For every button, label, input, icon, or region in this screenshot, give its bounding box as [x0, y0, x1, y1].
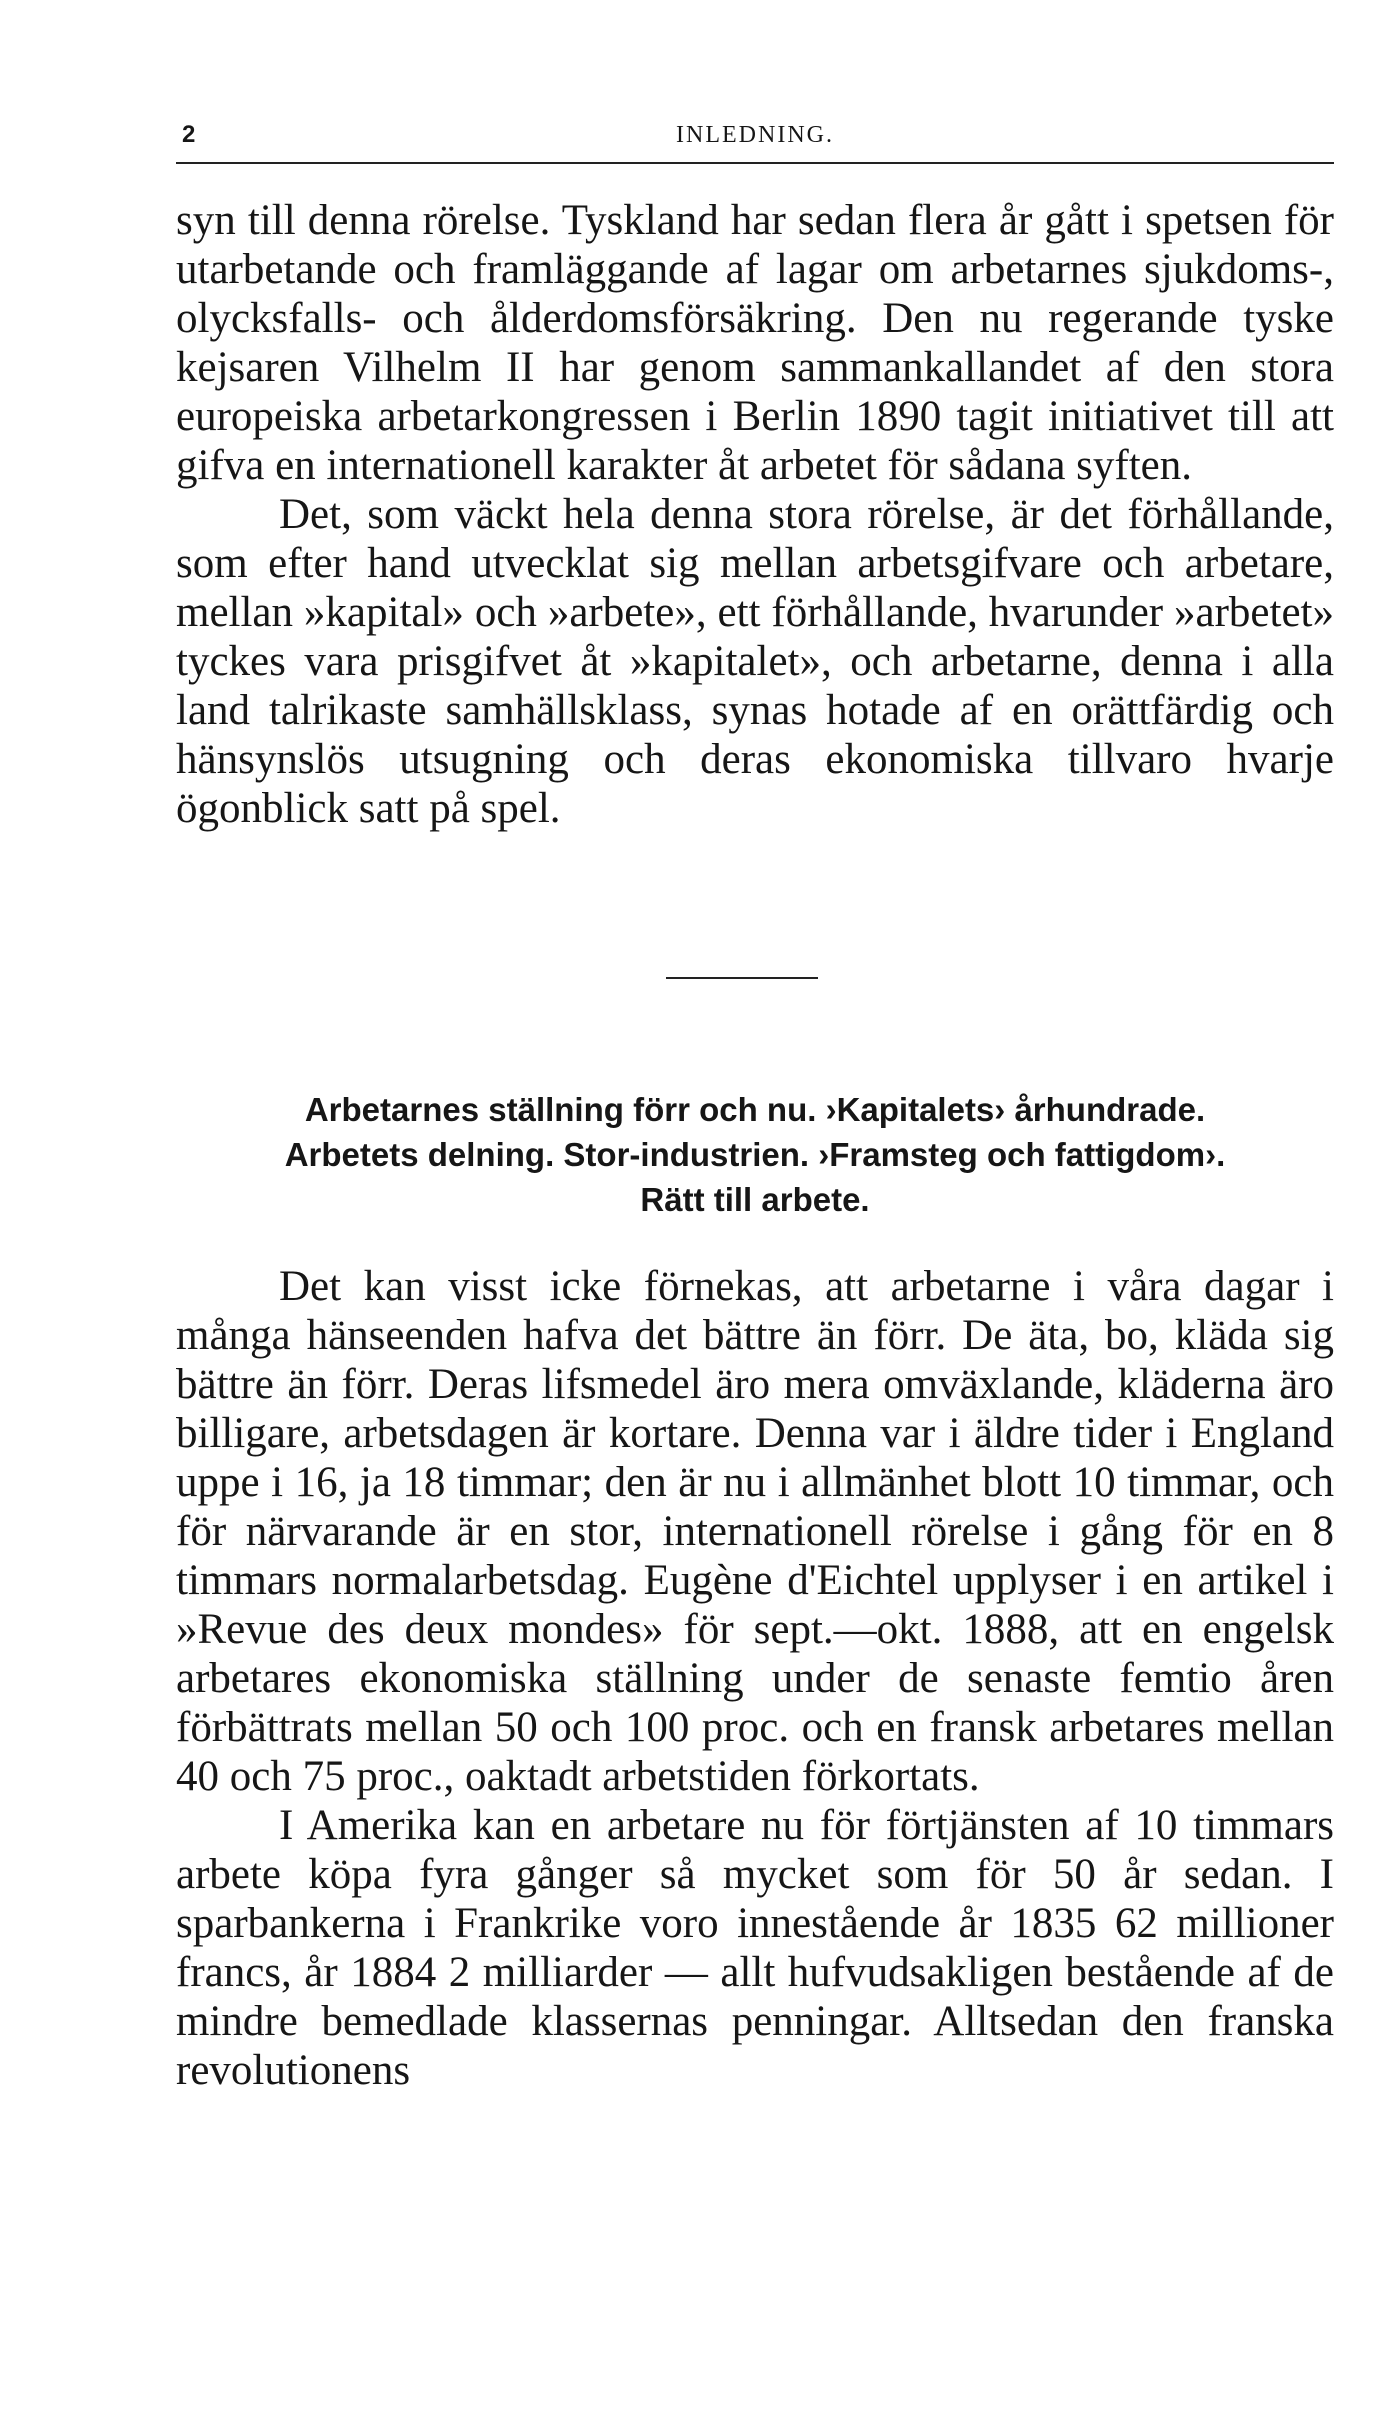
text-block-bottom — [176, 1262, 1334, 2095]
header-rule — [176, 162, 1334, 164]
running-title: INLEDNING. — [676, 122, 834, 148]
section-heading — [176, 1087, 1334, 1222]
section-divider — [666, 977, 818, 979]
section-heading-line: Rätt till arbete. — [640, 1181, 870, 1218]
running-head — [176, 118, 1334, 154]
paragraph: Det kan visst icke förnekas, att arbetarne i våra dagar i många hänseenden hafva det bättre än förr. De äta, bo, kläda sig bättre än förr. Deras lifsmedel äro mera omväxlande, kläderna äro billigare, arbetsdagen är kortare. Denna var i äldre tider i England uppe i 16, ja 18 timmar; den är nu i allmänhet blott 10 timmar, och för närvarande är en stor, internationell rörelse i gång för en 8 timmars normalarbetsdag. Eugène d'Eichtel upplyser i en artikel i »Revue des deux mondes» för sept.—okt. 1888, att en engelsk arbetares ekonomiska ställning under de senaste femtio åren förbättrats mellan 50 och 100 proc. och en fransk arbetares mellan 40 och 75 proc., oaktadt arbetstiden förkortats. — [176, 1263, 1334, 1800]
text-block-top — [176, 196, 1334, 833]
section-heading-line: Arbetarnes ställning förr och nu. ›Kapitalets› århundrade. — [304, 1091, 1206, 1128]
paragraph: Det, som väckt hela denna stora rörelse, är det förhållande, som efter hand utvecklat sig mellan arbetsgifvare och arbetare, mellan »kapital» och »arbete», ett förhållande, hvarunder »arbetet» tyckes vara prisgifvet åt »kapitalet», och arbetarne, denna i alla land talrikaste samhällsklass, synas hotade af en orättfärdig och hänsynslös utsugning och deras ekonomiska tillvaro hvarje ögonblick satt på spel. — [176, 491, 1334, 832]
book-page — [176, 0, 1334, 2414]
page-number: 2 — [182, 121, 196, 148]
paragraph: syn till denna rörelse. Tyskland har sedan flera år gått i spetsen för utarbetande och framläggande af lagar om arbetarnes sjukdoms-, olycksfalls- och ålderdomsförsäkring. Den nu regerande tyske kejsaren Vilhelm II har genom sammankallandet af den stora europeiska arbetarkongressen i Berlin 1890 tagit initiativet till att gifva en internationell karakter åt arbetet för sådana syften. — [176, 197, 1334, 489]
paragraph: I Amerika kan en arbetare nu för förtjänsten af 10 timmars arbete köpa fyra gånger så mycket som för 50 år sedan. I sparbankerna i Frankrike voro innestående år 1835 62 millioner francs, år 1884 2 milliarder — allt hufvudsakligen bestående af de mindre bemedlade klassernas penningar. Alltsedan den franska revolutionens — [176, 1802, 1334, 2094]
section-heading-line: Arbetets delning. Stor-industrien. ›Framsteg och fattigdom›. — [284, 1136, 1226, 1173]
